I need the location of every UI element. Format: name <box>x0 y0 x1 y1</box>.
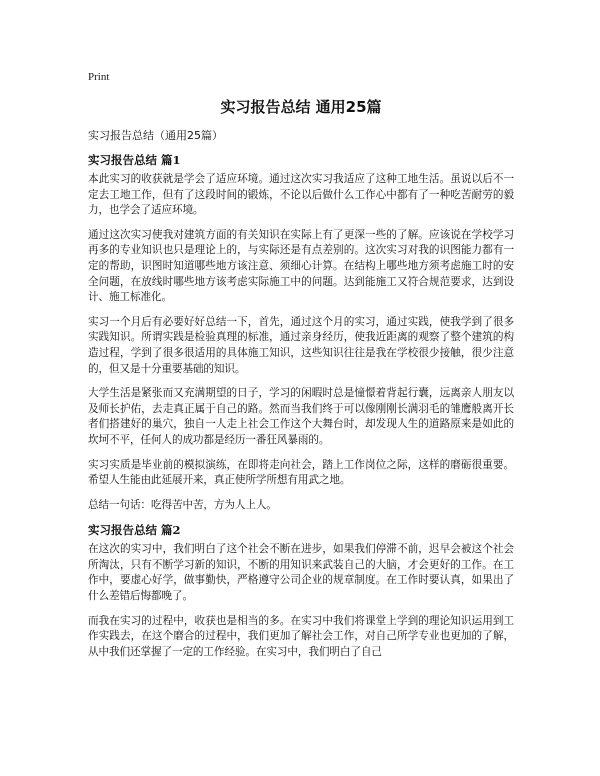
document-title: 实习报告总结 通用25篇 <box>220 98 382 116</box>
paragraph: 在这次的实习中，我们明白了这个社会不断在进步，如果我们停滞不前，迟早会被这个社会所淘汰，只有不断学习新的知识，不断的用知识来武装自己的大脑，才会更好的工作。在工作中，要虚心好学，做事勤快，严格遵守公司企业的规章制度。在工作时要认真，如果出了什么差错后悔都晚了。 <box>88 543 514 603</box>
section-1 <box>88 152 514 513</box>
paragraph: 通过这次实习使我对建筑方面的有关知识在实际上有了更深一些的了解。应该说在学校学习再多的专业知识也只是理论上的，与实际还是有点差别的。这次实习对我的识图能力都有一定的帮助，识图时知道哪些地方该注意、须细心计算。在结构上哪些地方须考虑施工时的安全问题，在放线时哪些地方该考虑实际施工中的问题。达到能施工又符合规范要求，达到设计、施工标准化。 <box>88 228 514 304</box>
paragraph: 本此实习的收获就是学会了适应环境。通过这次实习我适应了这种工地生活。虽说以后不一定去工地工作，但有了这段时间的锻炼，不论以后做什么工作心中都有了一种吃苦耐劳的毅力，也学会了适应环境。 <box>88 173 514 217</box>
paragraph: 实习一个月后有必要好好总结一下，首先，通过这个月的实习，通过实践，使我学到了很多实践知识。所谓实践是检验真理的标准，通过亲身经历，使我近距离的观察了整个建筑的构造过程，学到了很多很适用的具体施工知识，这些知识往往是我在学校很少接触，很少注意的，但又是十分重要基础的知识。 <box>88 315 514 375</box>
section-heading: 实习报告总结 篇1 <box>88 153 181 167</box>
section-heading: 实习报告总结 篇2 <box>88 523 181 538</box>
section-2 <box>88 522 514 660</box>
paragraph: 总结一句话：吃得苦中苦，方为人上人。 <box>88 498 277 511</box>
print-label[interactable]: Print <box>88 71 110 83</box>
paragraph: 大学生活是紧张而又充满期望的日子，学习的闲暇时总是憧憬着背起行囊，远离亲人朋友以及师长护佑，去走真正属于自己的路。然而当我们终于可以像刚刚长满羽毛的雏鹰般离开长者们搭建好的巢穴，独自一人走上社会工作这个大舞台时，却发现人生的道路原来是如此的坎坷不平，任何人的成功都是经历一番狂风暴雨的。 <box>88 387 514 446</box>
document-page <box>88 70 514 669</box>
paragraph: 而我在实习的过程中，收获也是相当的多。在实习中我们将课堂上学到的理论知识运用到工作实践去，在这个磨合的过程中，我们更加了解社会工作，对自己所学专业也更加的了解，从中我们还掌握了一定的工作经验。在实习中，我们明白了自己 <box>88 614 514 658</box>
paragraph: 实习实质是毕业前的模拟演练，在即将走向社会，踏上工作岗位之际，这样的磨砺很重要。希望人生能由此延展开来，真正使所学所想有用武之地。 <box>88 458 514 487</box>
document-subtitle: 实习报告总结（通用25篇） <box>88 129 223 142</box>
